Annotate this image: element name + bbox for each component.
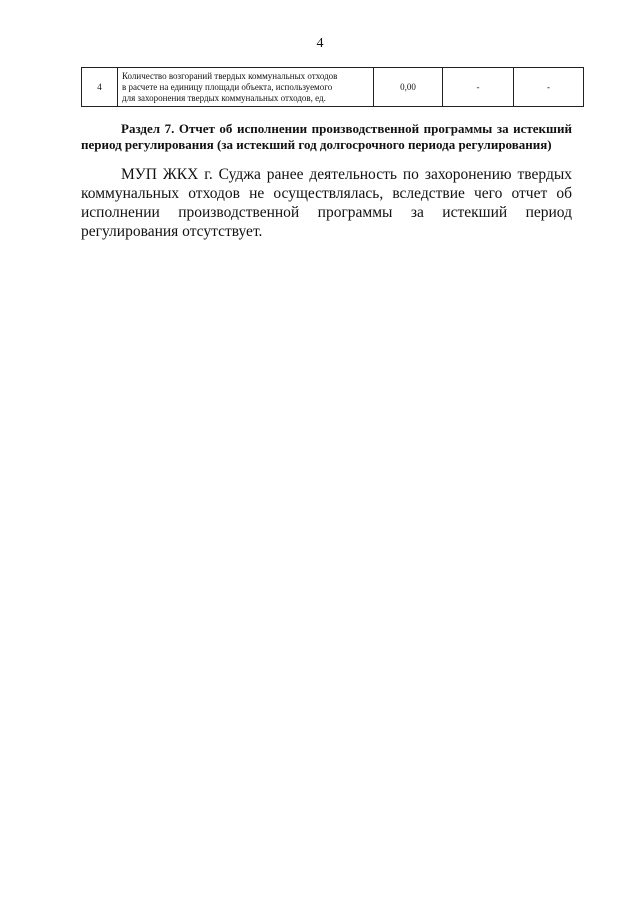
body-line: регулирования отсутствует. xyxy=(81,223,263,240)
row-number-cell: 4 xyxy=(82,68,118,107)
indicator-name-line: для захоронения твердых коммунальных отходов, ед. xyxy=(122,92,326,103)
indicator-value-cell: 0,00 xyxy=(374,68,443,107)
page-number: 4 xyxy=(316,36,324,51)
indicators-table xyxy=(81,67,584,107)
section-heading-line: Раздел 7. Отчет об исполнении производственной программы за истекший xyxy=(121,121,572,136)
body-line: коммунальных отходов не осуществлялась, вследствие чего отчет об xyxy=(81,185,572,202)
section-heading-line: период регулирования (за истекший год долгосрочного периода регулирования) xyxy=(81,137,552,152)
section-heading xyxy=(81,121,572,153)
indicator-name-line: в расчете на единицу площади объекта, используемого xyxy=(122,81,333,92)
table-row xyxy=(82,68,584,107)
body-line: МУП ЖКХ г. Суджа ранее деятельность по захоронению твердых xyxy=(121,166,572,183)
indicator-col4-cell: - xyxy=(514,68,584,107)
body-line: исполнении производственной программы за истекший период xyxy=(81,204,572,221)
indicator-name-line: Количество возгораний твердых коммунальных отходов xyxy=(122,70,338,81)
indicator-col3-cell: - xyxy=(443,68,514,107)
indicator-name-cell xyxy=(118,68,374,107)
section-body-paragraph xyxy=(81,165,572,241)
